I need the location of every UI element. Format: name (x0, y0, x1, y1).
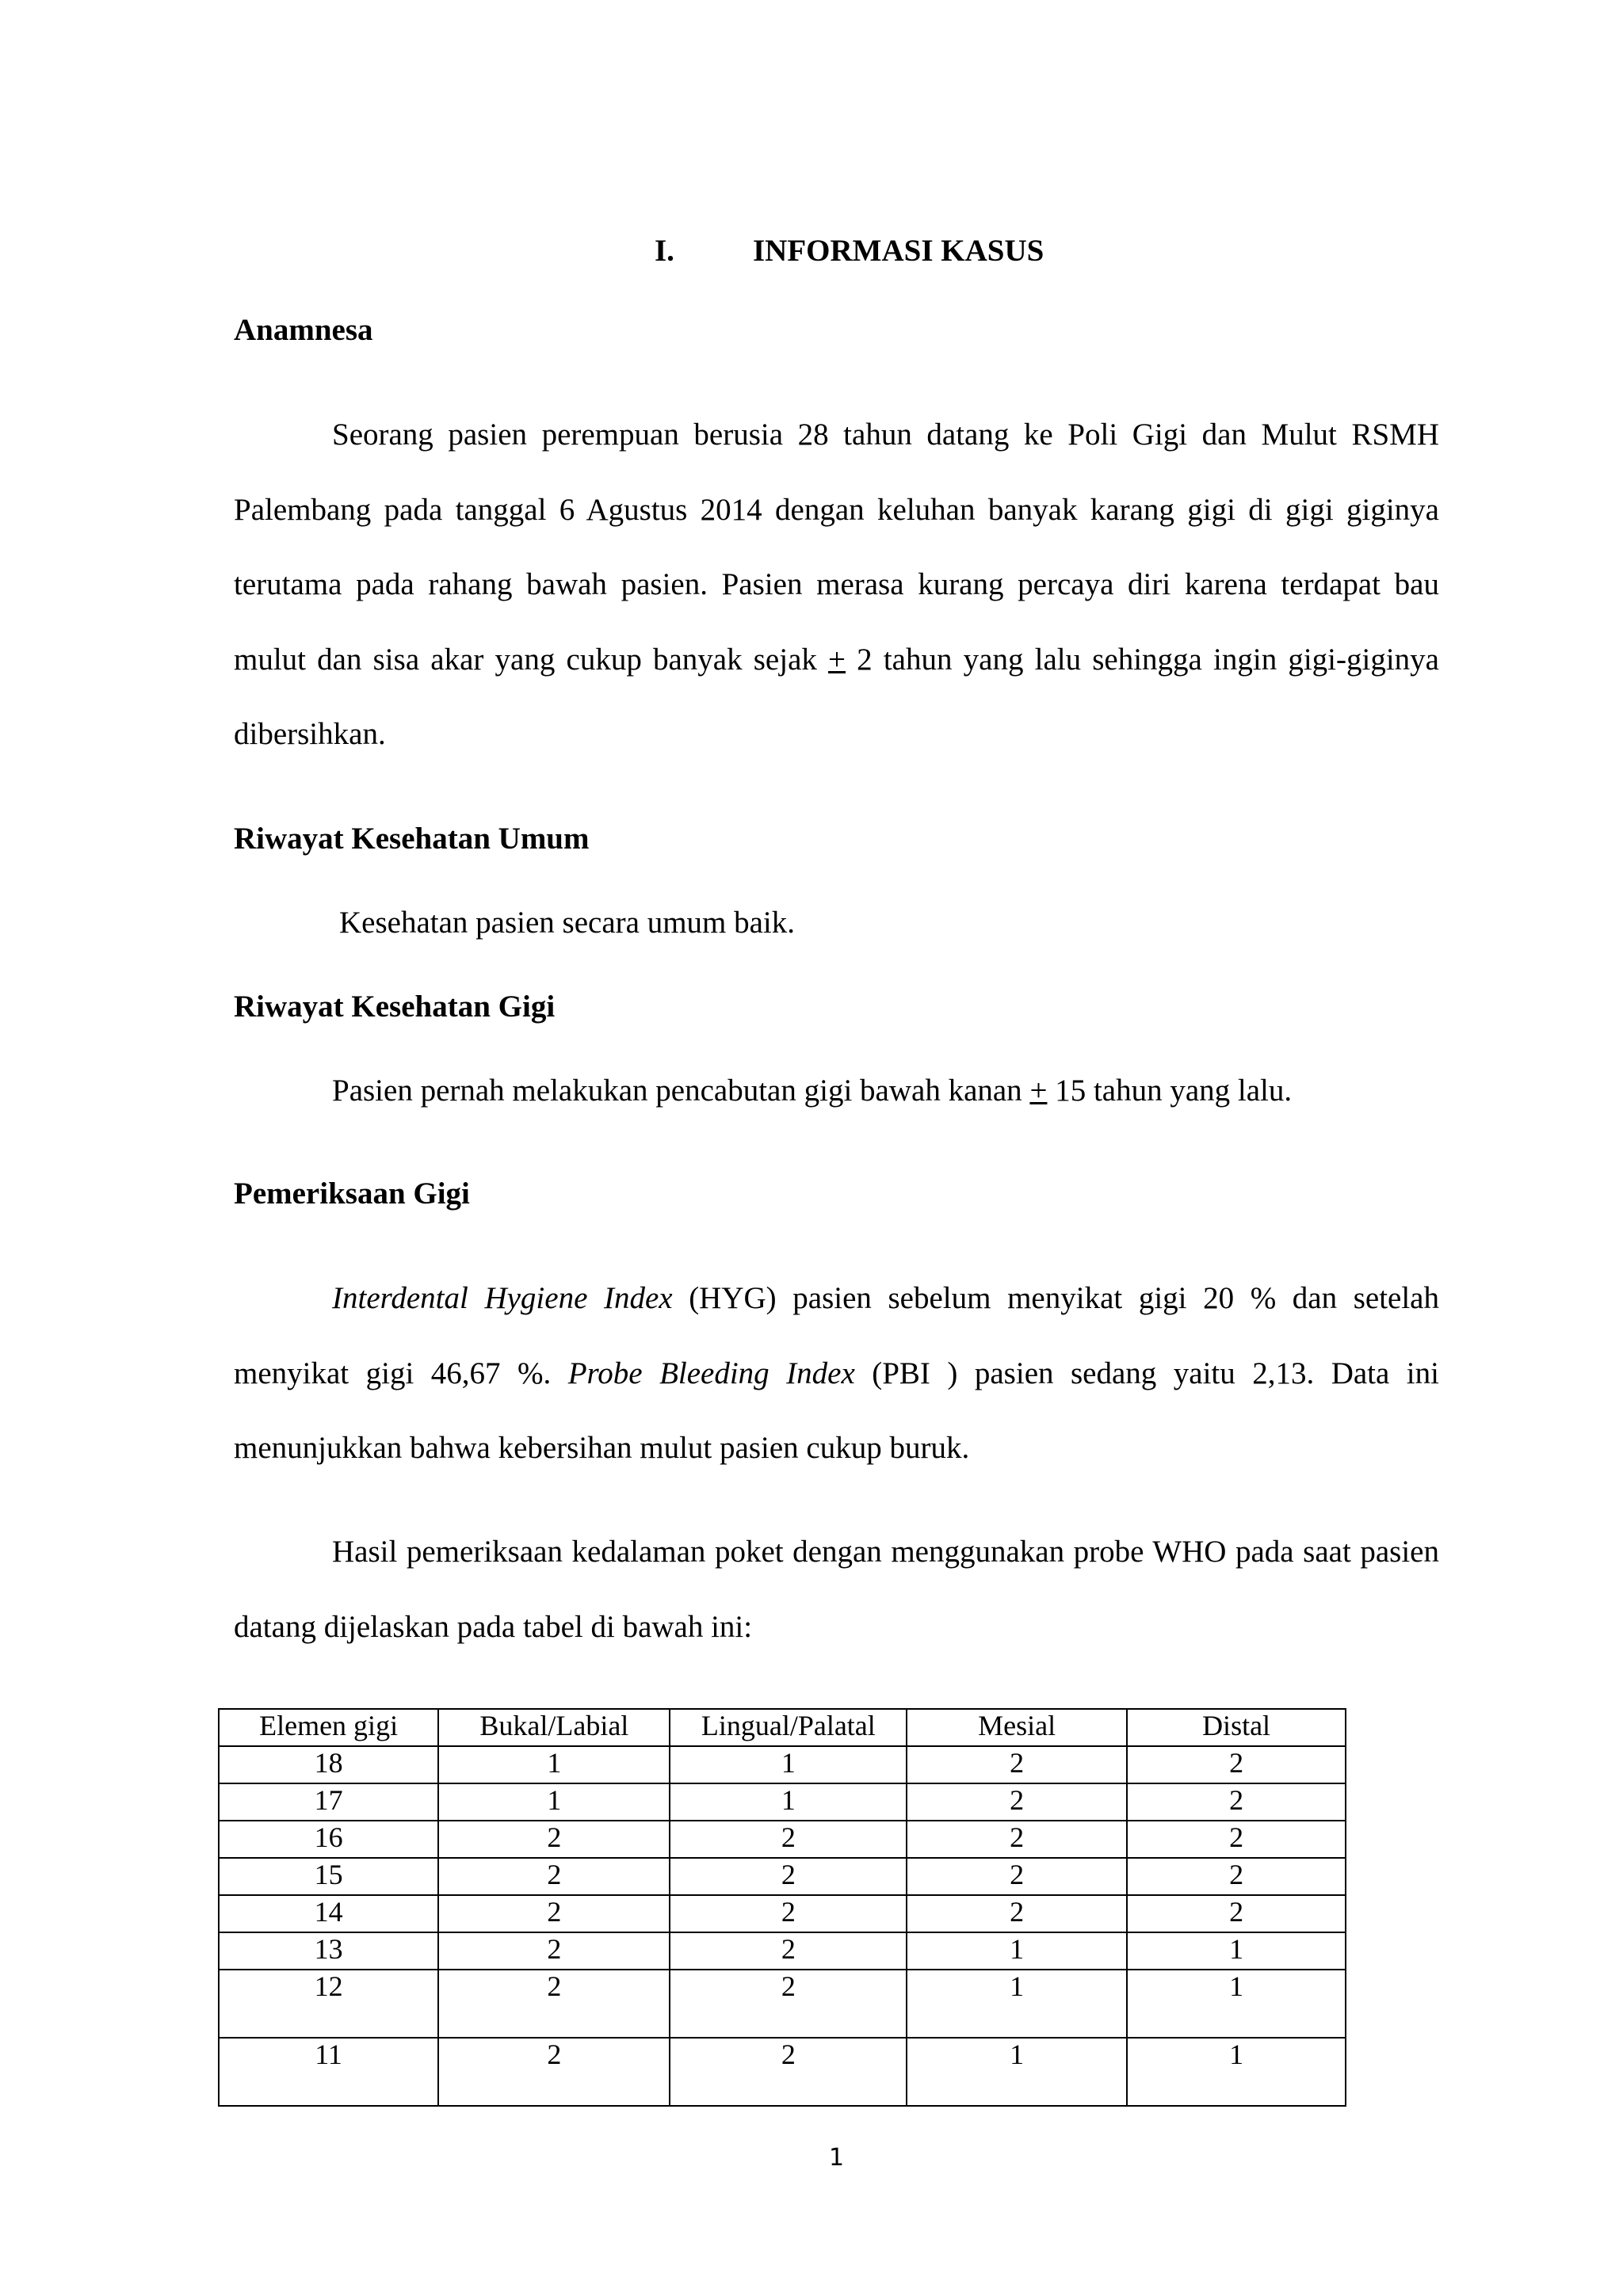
table-cell: 16 (219, 1821, 438, 1858)
table-cell: 2 (438, 1970, 670, 2038)
table-header-cell: Mesial (907, 1709, 1127, 1746)
table-cell: 2 (670, 1821, 907, 1858)
riwayat-gigi-text-after: 15 tahun yang lalu. (1047, 1074, 1293, 1108)
table-cell: 12 (219, 1970, 438, 2038)
riwayat-gigi-heading: Riwayat Kesehatan Gigi (234, 990, 556, 1024)
table-cell: 1 (670, 1746, 907, 1783)
table-cell: 2 (438, 1858, 670, 1895)
table-row (219, 1783, 1346, 1821)
table-cell: 2 (438, 2038, 670, 2106)
anamnesa-paragraph (234, 398, 1439, 772)
section-number: I. (655, 234, 674, 268)
table-header-cell: Distal (1127, 1709, 1346, 1746)
table-row (219, 1821, 1346, 1858)
table-cell: 14 (219, 1895, 438, 1932)
table-cell: 2 (907, 1783, 1127, 1821)
table-cell: 2 (1127, 1895, 1346, 1932)
plusminus-symbol: + (828, 642, 846, 677)
riwayat-gigi-text (332, 1073, 1292, 1108)
table-cell: 2 (438, 1895, 670, 1932)
table-cell: 2 (1127, 1783, 1346, 1821)
table-cell: 2 (670, 1895, 907, 1932)
table-cell: 13 (219, 1932, 438, 1970)
table-cell: 1 (438, 1746, 670, 1783)
table-cell: 2 (670, 2038, 907, 2106)
table-cell: 2 (438, 1932, 670, 1970)
hyg-term: Interdental Hygiene Index (332, 1281, 673, 1315)
table-header-cell: Lingual/Palatal (670, 1709, 907, 1746)
table-header-row (219, 1709, 1346, 1746)
table-cell: 15 (219, 1858, 438, 1895)
table-cell: 18 (219, 1746, 438, 1783)
hyg-text: (HYG) pasien sebelum menyikat gigi 20 % dan setelah menyikat gigi 46,67 %. (234, 1281, 1439, 1390)
table-cell: 17 (219, 1783, 438, 1821)
table-cell: 1 (907, 1932, 1127, 1970)
section-title-text: INFORMASI KASUS (753, 234, 1044, 268)
page-number: 1 (829, 2144, 845, 2172)
table-row (219, 1746, 1346, 1783)
table-cell: 2 (1127, 1858, 1346, 1895)
table-cell: 1 (907, 2038, 1127, 2106)
table-row (219, 1858, 1346, 1895)
pemeriksaan-paragraph-2 (234, 1515, 1439, 1665)
table-cell: 1 (1127, 2038, 1346, 2106)
table-cell: 2 (907, 1821, 1127, 1858)
pbi-text: (PBI ) pasien sedang yaitu 2,13. Data ini menunjukkan bahwa kebersihan mulut pasien cukup buruk. (234, 1356, 1439, 1465)
pbi-term: Probe Bleeding Index (567, 1356, 855, 1390)
table-cell: 2 (670, 1932, 907, 1970)
riwayat-umum-heading: Riwayat Kesehatan Umum (234, 822, 590, 856)
table-cell: 2 (438, 1821, 670, 1858)
table-row (219, 1932, 1346, 1970)
table-cell: 2 (907, 1858, 1127, 1895)
table-cell: 2 (670, 1970, 907, 2038)
table-cell: 1 (907, 1970, 1127, 2038)
anamnesa-text-before: Seorang pasien perempuan berusia 28 tahun datang ke Poli Gigi dan Mulut RSMH Palembang pada tanggal 6 Agustus 2014 dengan keluhan banyak karang gigi di gigi giginya terutama pada rahang bawah pasien. Pasien merasa kurang percaya diri karena terdapat bau mulut dan sisa akar yang cukup banyak sejak (234, 418, 1439, 677)
table-cell: 2 (1127, 1746, 1346, 1783)
table-cell: 11 (219, 2038, 438, 2106)
table-cell: 2 (1127, 1821, 1346, 1858)
table-cell: 1 (438, 1783, 670, 1821)
pemeriksaan-p2-text: Hasil pemeriksaan kedalaman poket dengan menggunakan probe WHO pada saat pasien datang dijelaskan pada tabel di bawah ini: (234, 1535, 1439, 1644)
table-cell: 1 (1127, 1932, 1346, 1970)
pemeriksaan-paragraph-1 (234, 1261, 1439, 1486)
table-header-cell: Elemen gigi (219, 1709, 438, 1746)
table-cell: 1 (670, 1783, 907, 1821)
table-row (219, 2038, 1346, 2106)
anamnesa-text-after: 2 tahun yang lalu sehingga ingin gigi-giginya dibersihkan. (234, 642, 1439, 751)
section-title (655, 233, 1044, 269)
table-cell: 2 (907, 1895, 1127, 1932)
table-cell: 1 (1127, 1970, 1346, 2038)
riwayat-umum-text: Kesehatan pasien secara umum baik. (339, 906, 796, 940)
table-cell: 2 (670, 1858, 907, 1895)
anamnesa-heading: Anamnesa (234, 313, 373, 347)
table-header-cell: Bukal/Labial (438, 1709, 670, 1746)
table-cell: 2 (907, 1746, 1127, 1783)
pemeriksaan-heading: Pemeriksaan Gigi (234, 1177, 470, 1211)
plusminus-symbol: + (1029, 1074, 1048, 1108)
pocket-depth-table (218, 1708, 1346, 2107)
riwayat-gigi-text-before: Pasien pernah melakukan pencabutan gigi bawah kanan (332, 1074, 1030, 1108)
table-row (219, 1895, 1346, 1932)
table-row (219, 1970, 1346, 2038)
